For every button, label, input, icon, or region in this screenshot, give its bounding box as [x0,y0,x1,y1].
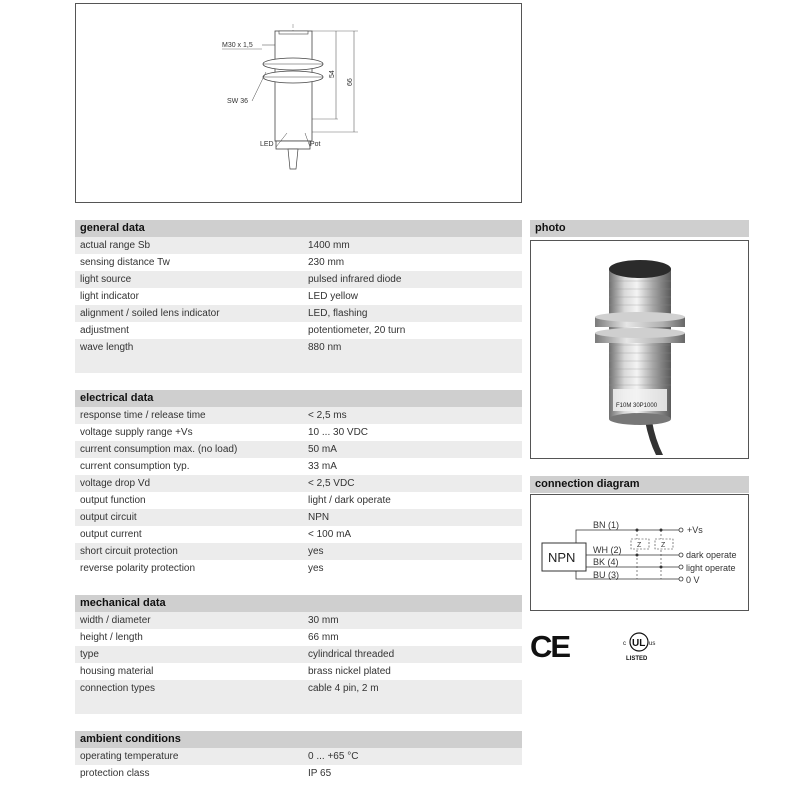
dim-54: 54 [329,70,336,78]
row-label: output function [80,495,146,506]
ce-mark-text: CE [530,629,570,662]
table-row [75,339,522,356]
row-value: 230 mm [308,257,345,268]
row-value: < 100 mA [308,529,352,540]
table-row [75,271,522,288]
row-label: light indicator [80,291,139,302]
connection-diagram [530,494,749,611]
row-label: voltage drop Vd [80,478,151,489]
table-row [75,237,522,254]
ul-listed-mark [620,627,664,665]
row-label: height / length [80,632,143,643]
row-label: wave length [80,342,134,353]
table-row [75,458,522,475]
connection-diagram-title: connection diagram [530,476,749,493]
row-value: pulsed infrared diode [308,274,402,285]
row-value: 1400 mm [308,240,350,251]
product-photo [530,240,749,459]
row-label: light source [80,274,132,285]
ul-listed: LISTED [626,656,648,662]
row-value: < 2,5 VDC [308,478,355,489]
load-z-dark: Z [637,542,642,549]
ul-text: UL [632,638,646,649]
row-label: alignment / soiled lens indicator [80,308,220,319]
table-filler-row [75,697,522,714]
row-value: 30 mm [308,615,339,626]
row-label: reverse polarity protection [80,563,196,574]
table-row [75,441,522,458]
table-filler-row [75,356,522,373]
row-label: type [80,649,99,660]
row-value: LED, flashing [308,308,368,319]
wiring-diagram [531,495,748,610]
row-value: light / dark operate [308,495,391,506]
row-label: connection types [80,683,156,694]
row-label: current consumption max. (no load) [80,444,238,455]
dimension-drawing [76,4,521,202]
table-row [75,765,522,782]
ce-mark-icon [530,628,574,662]
row-value: brass nickel plated [308,666,391,677]
table-row [75,288,522,305]
mechanical-data-title: mechanical data [75,595,522,612]
ul-c: c [623,641,626,647]
row-label: housing material [80,666,154,677]
row-value: NPN [308,512,330,523]
pot-label: Pot [310,141,321,148]
table-row [75,475,522,492]
general-data-title: general data [75,220,522,237]
table-row [75,629,522,646]
row-label: voltage supply range +Vs [80,427,193,438]
row-value: 66 mm [308,632,339,643]
row-value: < 2,5 ms [308,410,347,421]
row-label: output circuit [80,512,137,523]
row-value: LED yellow [308,291,359,302]
bu-wire-label: BU (3) [593,570,620,580]
row-label: sensing distance Tw [80,257,170,268]
ul-listed-icon [620,627,664,665]
row-value: IP 65 [308,768,332,779]
thread-label: M30 x 1,5 [222,42,253,49]
npn-label: NPN [548,550,576,565]
electrical-data-title: electrical data [75,390,522,407]
vs-terminal-label: +Vs [687,525,703,535]
table-row [75,407,522,424]
wh-wire-label: WH (2) [593,545,622,555]
row-label: adjustment [80,325,129,336]
ce-mark [530,628,574,662]
row-label: width / diameter [80,615,151,626]
row-label: protection class [80,768,150,779]
row-label: output current [80,529,142,540]
photo-label-text: F10M 30P1000 [616,403,658,409]
table-row [75,305,522,322]
row-value: yes [308,546,324,557]
bn-wire-label: BN (1) [593,520,620,530]
technical-drawing [75,3,522,203]
row-label: response time / release time [80,410,206,421]
light-operate-label: light operate [686,563,736,573]
photo-title: photo [530,220,749,237]
table-row [75,560,522,577]
table-row [75,646,522,663]
table-row [75,322,522,339]
row-label: current consumption typ. [80,461,190,472]
row-value: potentiometer, 20 turn [308,325,406,336]
ul-us: us [649,641,656,647]
row-label: operating temperature [80,751,179,762]
dark-operate-label: dark operate [686,550,737,560]
row-value: 33 mA [308,461,337,472]
load-z-light: Z [661,542,666,549]
bk-wire-label: BK (4) [593,557,619,567]
row-value: 50 mA [308,444,337,455]
row-value: cable 4 pin, 2 m [308,683,379,694]
ambient-conditions-title: ambient conditions [75,731,522,748]
table-row [75,663,522,680]
zero-volt-label: 0 V [686,575,700,585]
table-row [75,748,522,765]
wrench-label: SW 36 [227,98,249,105]
led-label: LED [260,141,274,148]
row-value: 880 nm [308,342,342,353]
row-label: actual range Sb [80,240,151,251]
sensor-photo-image [531,241,748,458]
table-row [75,526,522,543]
row-value: 10 ... 30 VDC [308,427,369,438]
row-value: 0 ... +65 °C [308,751,359,762]
table-row [75,254,522,271]
row-label: short circuit protection [80,546,178,557]
table-row [75,509,522,526]
row-value: yes [308,563,324,574]
table-row [75,543,522,560]
row-value: cylindrical threaded [308,649,395,660]
dim-66: 66 [347,78,354,86]
table-row [75,492,522,509]
table-row [75,680,522,697]
table-row [75,612,522,629]
table-row [75,424,522,441]
